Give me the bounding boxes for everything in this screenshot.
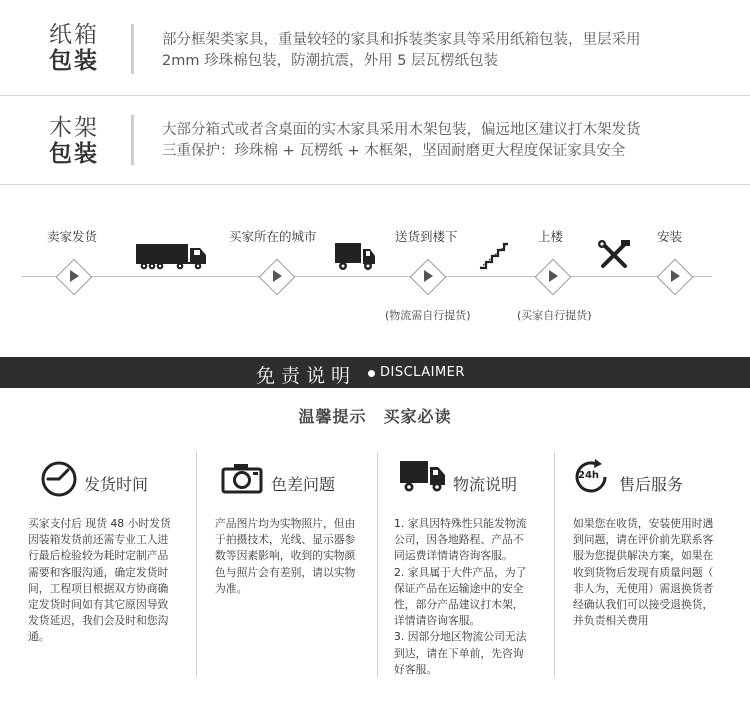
small-truck-icon (335, 243, 375, 271)
col-title-shipping-time: 发货时间 (84, 475, 149, 494)
wooden-packaging-label (40, 115, 108, 167)
text-line: 同运费详情请咨询客服。 (394, 549, 513, 563)
col-text-shipping-time (28, 516, 188, 646)
col-text-color-difference (215, 516, 371, 597)
carton-text-line1: 部分框架类家具，重量较轻的家具和拆装类家具等采用纸箱包装，里层采用 (162, 32, 641, 48)
text-line: 行最后检验较为耗时定制产品 (28, 549, 169, 563)
text-line: 收到货物后发现有质量问题（ (573, 565, 714, 579)
play-arrow-icon (549, 270, 558, 282)
big-truck-icon (136, 244, 208, 270)
text-line: 保证产品在运输途中的安全 (394, 581, 524, 595)
text-line: 到达，请在下单前，先咨询 (394, 646, 524, 660)
text-line: 间，工程项目根据双方协商确 (28, 581, 169, 595)
carton-description (162, 30, 722, 72)
text-line: 服为您提供解决方案，如果在 (573, 549, 714, 563)
tools-icon (598, 240, 630, 270)
flow-line (22, 276, 712, 277)
wooden-divider (131, 115, 134, 165)
text-line: 为准。 (215, 581, 248, 595)
text-line: 详情请咨询客服。 (394, 614, 481, 628)
stairs-icon (478, 242, 510, 270)
text-line: 公司，因各地路程、产品不 (394, 533, 524, 547)
carton-label-line2: 包装 (49, 48, 99, 74)
24h-badge: 24h (578, 470, 600, 481)
text-line: 1. 家具因特殊性只能发物流 (394, 517, 527, 530)
text-line: 如果您在收货，安装使用时遇 (573, 517, 714, 530)
carton-text-line2: 2mm 珍珠棉包装，防潮抗震，外用 5 层瓦楞纸包装 (162, 53, 499, 69)
text-line: 非人为，无使用）需退换货者 (573, 581, 714, 595)
text-line: 于拍摄技术，光线、显示器参 (215, 533, 356, 547)
text-line: 买家支付后 现货 48 小时发货 (28, 517, 171, 530)
text-line: 需要和客服沟通，确定发货时 (28, 565, 169, 579)
col-title-logistics: 物流说明 (453, 475, 518, 494)
note-downstairs: (物流需自行提货) (385, 309, 471, 322)
text-line: 到问题，请在评价前先联系客 (573, 533, 714, 547)
note-upstairs: (买家自行提货) (517, 309, 592, 322)
carton-divider (131, 24, 134, 74)
step-label-install: 安装 (657, 229, 683, 244)
text-line: 好客服。 (394, 662, 438, 676)
text-line: 3. 因部分地区物流公司无法 (394, 630, 527, 644)
carton-label-line1: 纸箱 (49, 22, 99, 48)
step-label-seller-ship: 卖家发货 (47, 229, 98, 244)
col-title-after-sales: 售后服务 (619, 475, 684, 494)
wooden-description (162, 120, 722, 162)
text-line: 性，部分产品建议打木架， (394, 598, 524, 612)
wooden-text-line2: 三重保护：珍珠棉 + 瓦楞纸 + 木框架，坚固耐磨更大程度保证家具安全 (162, 143, 626, 159)
column-divider (196, 452, 197, 677)
text-line: 产品图片均为实物照片，但由 (215, 517, 356, 530)
section-divider (0, 184, 750, 185)
disclaimer-english: DISCLAIMER (380, 365, 465, 380)
text-line: 色与照片会有差别，请以实物 (215, 565, 356, 579)
disclaimer-subtitle: 温馨提示 买家必读 (298, 407, 452, 426)
play-arrow-icon (424, 270, 433, 282)
section-divider (0, 95, 750, 96)
play-arrow-icon (273, 270, 282, 282)
text-line: 通。 (28, 630, 50, 644)
disclaimer-title: 免责说明 (256, 365, 357, 387)
column-divider (554, 452, 555, 677)
play-arrow-icon (70, 270, 79, 282)
wooden-text-line1: 大部分箱式或者含桌面的实木家具采用木架包装，偏远地区建议打木架发货 (162, 122, 641, 138)
text-line: 数等因素影响，收到的实物颜 (215, 549, 356, 563)
text-line: 因装箱发货前还需专业工人进 (28, 533, 169, 547)
truck-icon (400, 461, 446, 493)
text-line: 2. 家具属于大件产品，为了 (394, 565, 527, 579)
wooden-label-line1: 木架 (49, 115, 99, 141)
clock-icon (40, 460, 78, 498)
text-line: 发货延迟，我们会及时和您沟 (28, 614, 169, 628)
play-arrow-icon (671, 270, 680, 282)
column-divider (377, 452, 378, 677)
text-line: 经确认我们可以接受退换货， (573, 598, 714, 612)
step-label-downstairs: 送货到楼下 (395, 229, 458, 244)
col-text-logistics (394, 516, 550, 678)
step-label-buyer-city: 买家所在的城市 (229, 229, 317, 244)
col-text-after-sales (573, 516, 735, 629)
camera-icon (221, 462, 263, 494)
disclaimer-banner (0, 357, 750, 388)
step-label-upstairs: 上楼 (538, 229, 564, 244)
carton-packaging-label (40, 22, 108, 74)
col-title-color-difference: 色差问题 (271, 475, 336, 494)
text-line: 并负责相关费用 (573, 614, 649, 628)
text-line: 定发货时间如有其它原因导致 (28, 598, 169, 612)
wooden-label-line2: 包装 (49, 141, 99, 167)
bullet-dot-icon (368, 370, 375, 377)
